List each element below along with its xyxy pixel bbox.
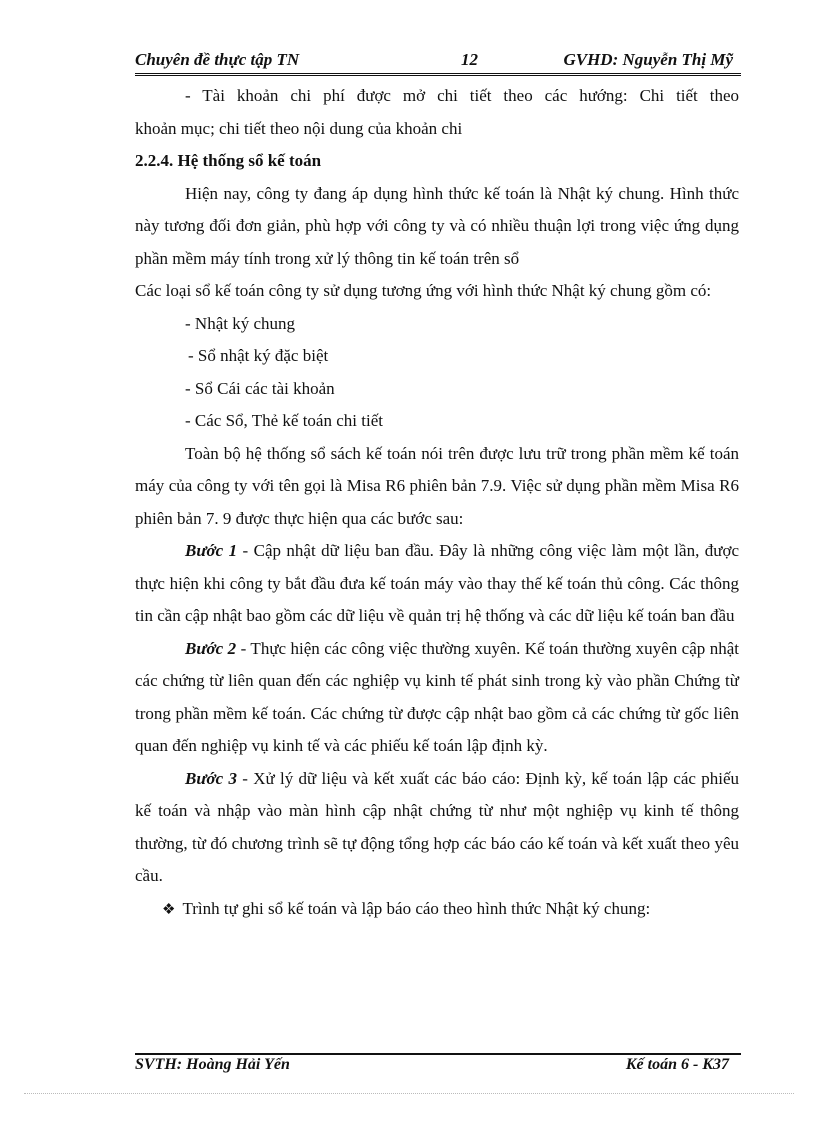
step-3-label: Bước 3 [185,768,237,788]
header-title: Chuyên đề thực tập TN [135,50,300,69]
list-item: - Nhật ký chung [185,313,296,333]
paragraph-expense-accounts-cont: khoản mục; chi tiết theo nội dung của khoản chi [135,118,463,138]
paragraph-step-1 [135,535,739,633]
page-edge-dotted-line [24,1093,794,1094]
list-item: - Các Sổ, Thẻ kế toán chi tiết [185,411,383,430]
page-body [135,80,739,926]
diamond-bullet-text: Trình tự ghi sổ kế toán và lập báo cáo theo hình thức Nhật ký chung: [182,898,651,918]
page-footer [135,1056,741,1080]
paragraph-software: Toàn bộ hệ thống sổ sách kế toán nói trên được lưu trữ trong phần mềm kế toán máy của công ty với tên gọi là Misa R6 phiên bản 7.9. Việc sử dụng phần mềm Misa R6 phiên bản 7. 9 được thực hiện qua các bước sau: [135,443,739,528]
paragraph-book-types: Các loại sổ kế toán công ty sử dụng tương ứng với hình thức Nhật ký chung gồm có: [135,281,712,300]
step-2-label: Bước 2 [185,638,237,658]
footer-student: SVTH: Hoàng Hải Yến [135,1056,290,1073]
diamond-bullet-item [135,893,739,927]
step-2-text: - Thực hiện các công việc thường xuyên. Kế toán thường xuyên cập nhật các chứng từ liên quan đến các nghiệp vụ kinh tế phát sinh trong kỳ vào phần Chứng từ trong phần mềm kế toán. Các chứng từ được cập nhật bao gồm cả các chứng từ gốc liên quan đến nghiệp vụ kinh tế và các phiếu kế toán lập định kỳ. [135,638,739,755]
list-item: - Sổ Cái các tài khoản [185,378,335,398]
paragraph-expense-accounts: - Tài khoản chi phí được mở chi tiết theo các hướng: Chi tiết theo [185,86,739,105]
section-heading: 2.2.4. Hệ thống sổ kế toán [135,151,322,170]
header-divider [135,73,741,76]
footer-class: Kế toán 6 - K37 [625,1056,729,1073]
page-number: 12 [461,50,478,69]
step-1-label: Bước 1 [185,541,238,560]
footer-divider [135,1053,741,1055]
header-advisor: GVHD: Nguyễn Thị Mỹ [563,50,733,69]
paragraph-step-2 [135,633,739,763]
list-item: - Sổ nhật ký đặc biệt [188,346,329,365]
step-3-text: - Xử lý dữ liệu và kết xuất các báo cáo: Định kỳ, kế toán lập các phiếu kế toán và nhập vào màn hình cập nhật chứng từ như một nghiệp vụ kinh tế thông thường, từ đó chương trình sẽ tự động tổng hợp các báo cáo kế toán và kết xuất theo yêu cầu. [135,768,739,885]
step-1-text: - Cập nhật dữ liệu ban đầu. Đây là những công việc làm một lần, được thực hiện khi công ty bắt đầu đưa kế toán máy vào thay thế kế toán thủ công. Các thông tin cần cập nhật bao gồm các dữ liệu về quản trị hệ thống và các dữ liệu kế toán ban đầu [135,541,739,625]
paragraph-intro: Hiện nay, công ty đang áp dụng hình thức kế toán là Nhật ký chung. Hình thức này tương đối đơn giản, phù hợp với công ty và có nhiều thuận lợi trong việc ứng dụng phần mềm máy tính trong xử lý thông tin kế toán trên sổ [135,183,739,268]
paragraph-step-3 [135,763,739,893]
diamond-bullet-icon: ❖ [162,901,176,918]
page-header [135,48,741,74]
